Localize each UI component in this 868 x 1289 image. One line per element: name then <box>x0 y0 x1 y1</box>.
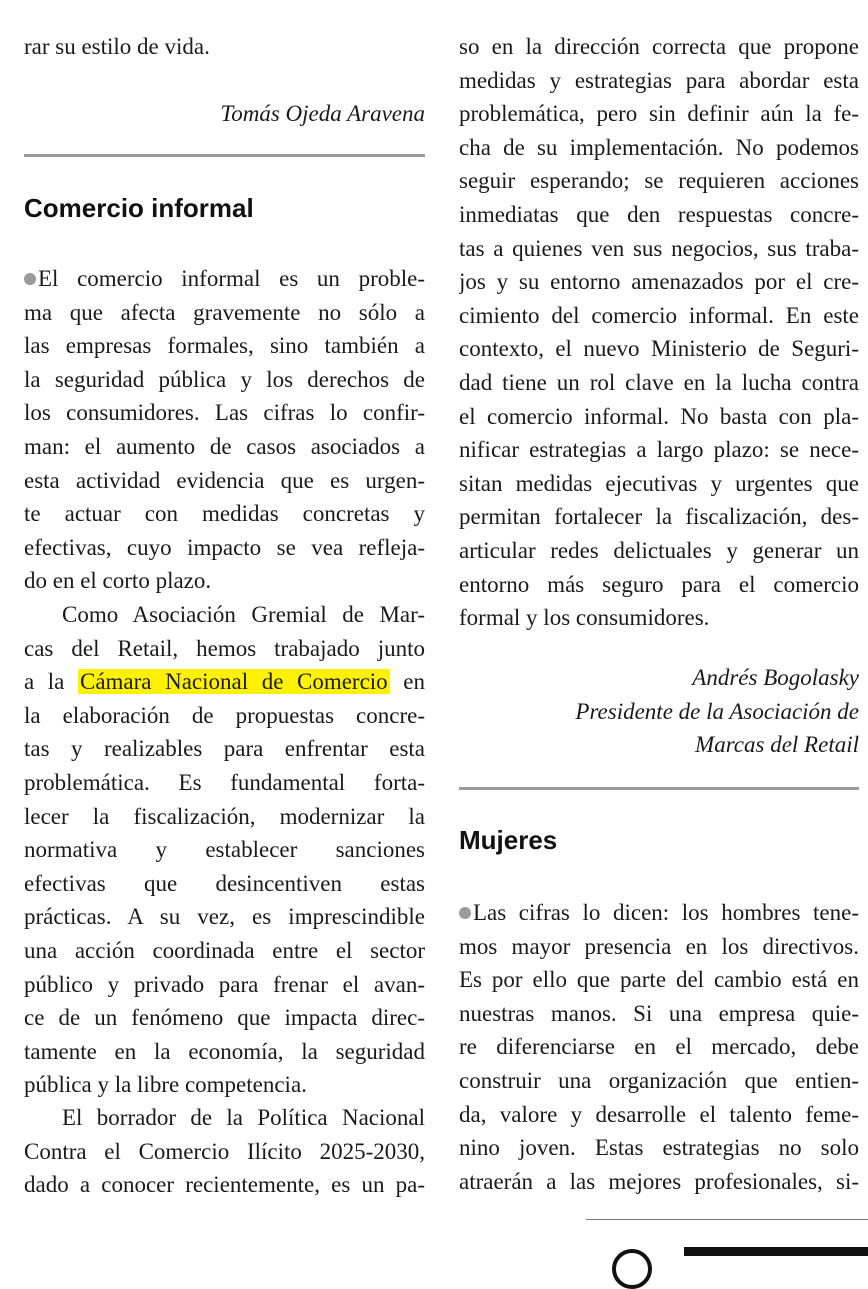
text-line: mos mayor presencia en los directivos. <box>459 933 859 959</box>
paragraph <box>24 262 425 598</box>
signature-name: Andrés Bogolasky <box>692 665 859 690</box>
signature-block <box>459 661 859 762</box>
paragraph <box>459 30 859 635</box>
text-line: articular redes delictuales y generar un <box>459 537 859 563</box>
top-continuation <box>24 30 425 64</box>
text-line: ce de un fenómeno que impacta direc- <box>24 1005 425 1031</box>
bullet-icon <box>24 273 36 285</box>
paragraph <box>459 896 859 1198</box>
text-line: tas y realizables para enfrentar esta <box>24 736 425 762</box>
text-line: permitan fortalecer la fiscalización, des- <box>459 504 859 530</box>
text-line: so en la dirección correcta que propone <box>459 34 859 59</box>
text-line-highlighted: a la Cámara Nacional de Comercio en <box>24 669 425 695</box>
paragraph <box>24 598 425 1102</box>
text-line: inmediatas que den respuestas concre- <box>459 201 859 227</box>
text-line: una acción coordinada entre el sector <box>24 937 425 963</box>
black-bar <box>684 1247 868 1256</box>
text-line: lecer la fiscalización, modernizar la <box>24 803 425 829</box>
text-line: Las cifras lo dicen: los hombres tene- <box>459 896 859 930</box>
text-line: contexto, el nuevo Ministerio de Seguri- <box>459 336 859 362</box>
text-line: efectivas, cuyo impacto se vea refleja- <box>24 534 425 560</box>
text-line: normativa y establecer sanciones <box>24 837 425 863</box>
text-line: problemática. Es fundamental forta- <box>24 769 425 795</box>
text-line: problemática, pero sin definir aún la fe- <box>459 101 859 127</box>
section-title-comercio: Comercio informal <box>24 193 254 223</box>
text-line: rar su estilo de vida. <box>24 34 210 59</box>
text-line: la seguridad pública y los derechos de <box>24 366 425 392</box>
text-line: dado a conocer recientemente, es un pa- <box>24 1172 425 1198</box>
text-line: cha de su implementación. No podemos <box>459 134 859 160</box>
text-line: tamente en la economía, la seguridad <box>24 1038 425 1064</box>
text-line: ma que afecta gravemente no sólo a <box>24 299 425 325</box>
text-line: las empresas formales, sino también a <box>24 333 425 359</box>
text-line: do en el corto plazo. <box>24 568 212 594</box>
text-line: sitan medidas ejecutivas y urgentes que <box>459 470 859 496</box>
text-line: formal y los consumidores. <box>459 605 710 631</box>
text-line: tas a quienes ven sus negocios, sus traba- <box>459 235 859 261</box>
text-line: cas del Retail, hemos trabajado junto <box>24 635 425 661</box>
text-line: Contra el Comercio Ilícito 2025-2030, <box>24 1138 425 1164</box>
text-line: cimiento del comercio informal. En este <box>459 302 859 328</box>
text-line: medidas y estrategias para abordar esta <box>459 67 859 93</box>
text-line: público y privado para frenar el avan- <box>24 971 425 997</box>
text-line: nino joven. Estas estrategias no solo <box>459 1135 859 1161</box>
top-signature: Tomás Ojeda Aravena <box>220 101 425 126</box>
text-line: prácticas. A su vez, es imprescindible <box>24 904 425 930</box>
text-line: seguir esperando; se requieren acciones <box>459 168 859 194</box>
text-line: los consumidores. Las cifras lo confir- <box>24 400 425 426</box>
bullet-icon <box>459 907 471 919</box>
signature-title: Presidente de la Asociación de <box>575 698 859 724</box>
text-line: el comercio informal. No basta con pla- <box>459 403 859 429</box>
text-line: nificar estrategias a largo plazo: se nece- <box>459 437 859 463</box>
circle-icon <box>612 1249 652 1289</box>
text-line: da, valore y desarrolle el talento feme- <box>459 1101 859 1127</box>
divider-left-top <box>24 154 425 157</box>
text-line: nuestras manos. Si una empresa quie- <box>459 1000 859 1026</box>
text-line: esta actividad evidencia que es urgen- <box>24 467 425 493</box>
text-line: dad tiene un rol clave en la lucha contra <box>459 369 859 395</box>
text-line: Como Asociación Gremial de Mar- <box>62 602 425 627</box>
bottom-divider <box>586 1219 868 1220</box>
text-line: man: el aumento de casos asociados a <box>24 433 425 459</box>
text-line: entorno más seguro para el comercio <box>459 571 859 597</box>
text-line: te actuar con medidas concretas y <box>24 501 425 527</box>
text-line: la elaboración de propuestas concre- <box>24 702 425 728</box>
signature-title: Marcas del Retail <box>695 732 859 757</box>
section-title-mujeres: Mujeres <box>459 825 558 855</box>
text-line: atraerán a las mejores profesionales, si- <box>459 1168 859 1194</box>
divider-right <box>459 787 859 790</box>
text-line: jos y su entorno amenazados por el cre- <box>459 269 859 295</box>
text-line: efectivas que desincentiven estas <box>24 870 425 896</box>
text-line: Es por ello que parte del cambio está en <box>459 967 859 993</box>
text-line: pública y la libre competencia. <box>24 1072 307 1098</box>
text-line: El comercio informal es un proble- <box>24 262 425 296</box>
paragraph <box>24 1101 425 1202</box>
text-line: El borrador de la Política Nacional <box>62 1105 425 1130</box>
text-line: construir una organización que entien- <box>459 1067 859 1093</box>
highlighted-text: Cámara Nacional de Comercio <box>79 669 388 695</box>
text-line: re diferenciarse en el mercado, debe <box>459 1034 859 1060</box>
